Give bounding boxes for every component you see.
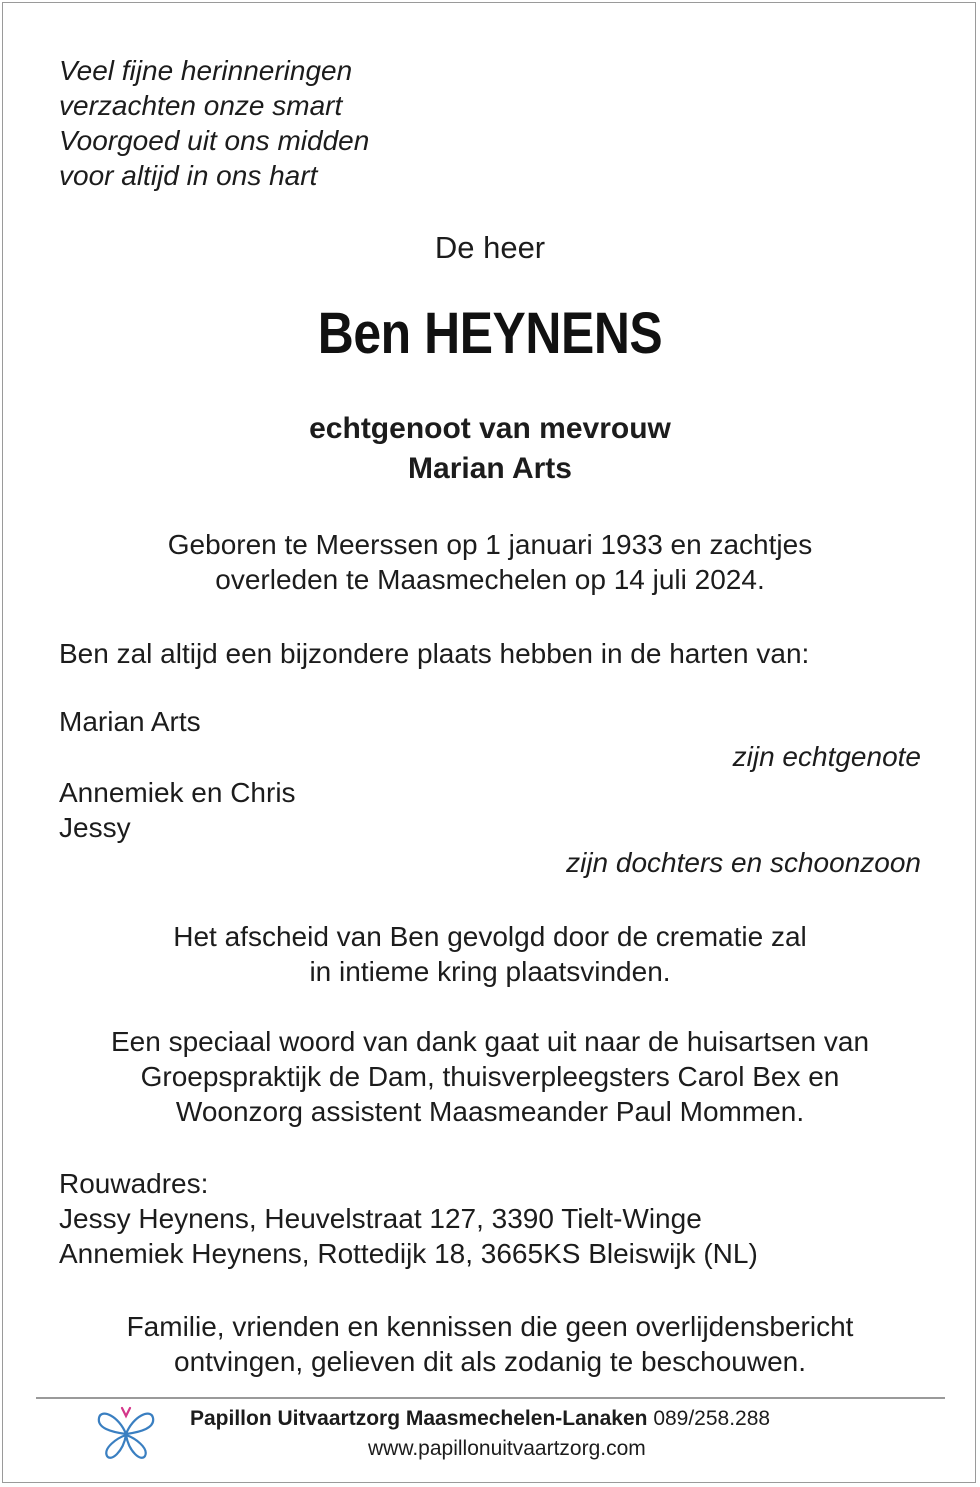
address-2: Annemiek Heynens, Rottedijk 18, 3665KS Bleiswijk (NL) [59,1238,758,1269]
footer-company: Papillon Uitvaartzorg Maasmechelen-Lanaken [190,1407,648,1430]
birth-line-2: overleden te Maasmechelen op 14 juli 2024. [215,564,765,595]
honorific: De heer [434,230,546,265]
notice-line-1: Familie, vrienden en kennissen die geen overlijdensbericht [126,1311,854,1342]
family-children-1: Annemiek en Chris [59,777,296,808]
hearts-intro: Ben zal altijd een bijzondere plaats hebben in de harten van: [59,638,810,669]
spouse-line-2: Marian Arts [408,452,572,485]
thanks-line-1: Een speciaal woord van dank gaat uit naar de huisartsen van [110,1026,870,1057]
butterfly-icon [95,1404,157,1464]
address-1: Jessy Heynens, Heuvelstraat 127, 3390 Tielt-Winge [59,1203,702,1234]
spouse-line-1: echtgenoot van mevrouw [309,412,671,445]
poem-line-2: verzachten onze smart [59,90,343,121]
thanks-line-3: Woonzorg assistent Maasmeander Paul Mommen. [175,1096,805,1127]
footer-website[interactable]: www.papillonuitvaartzorg.com [368,1437,646,1460]
family-spouse-role: zijn echtgenote [732,741,921,772]
birth-line-1: Geboren te Meerssen op 1 januari 1933 en zachtjes [167,529,813,560]
thanks-line-2: Groepspraktijk de Dam, thuisverpleegsters Carol Bex en [140,1061,840,1092]
poem-line-1: Veel fijne herinneringen [59,55,353,86]
address-label: Rouwadres: [59,1168,209,1199]
notice-line-2: ontvingen, gelieven dit als zodanig te beschouwen. [174,1346,806,1377]
farewell-line-2: in intieme kring plaatsvinden. [309,956,671,987]
poem-line-3: Voorgoed uit ons midden [59,125,370,156]
family-spouse-name: Marian Arts [59,706,201,737]
footer-phone: 089/258.288 [653,1407,771,1430]
deceased-name-wrapper [0,300,980,367]
footer-divider [36,1397,945,1399]
poem-line-4: voor altijd in ons hart [59,160,318,191]
farewell-line-1: Het afscheid van Ben gevolgd door de crematie zal [173,921,807,952]
deceased-name: Ben HEYNENS [317,301,663,366]
family-children-2: Jessy [59,812,131,843]
footer-company-line [190,1407,770,1431]
family-children-role: zijn dochters en schoonzoon [566,847,921,878]
